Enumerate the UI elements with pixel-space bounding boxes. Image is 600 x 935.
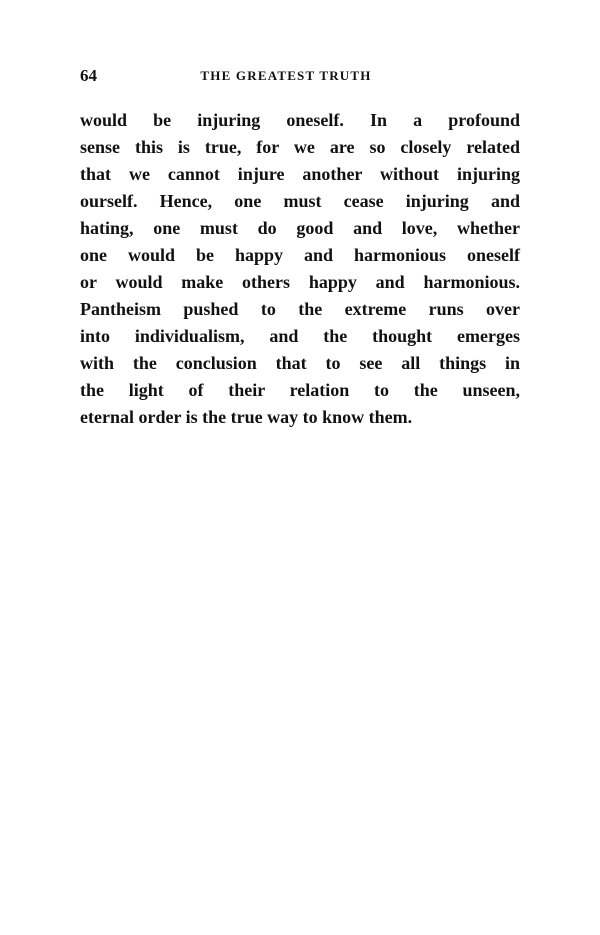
text-line: or would make others happy and harmonious. — [80, 272, 520, 292]
running-title: THE GREATEST TRUTH — [200, 68, 372, 83]
text-line: ourself. Hence, one must cease injuring and — [80, 191, 520, 211]
text-line: would be injuring oneself. In a profound — [80, 110, 520, 130]
page-header — [80, 66, 520, 88]
text-line: into individualism, and the thought emerges — [80, 326, 520, 346]
body-paragraph — [80, 107, 520, 431]
text-line: sense this is true, for we are so closely related — [80, 137, 520, 157]
text-line: hating, one must do good and love, whether — [80, 218, 520, 238]
text-line: eternal order is the true way to know them. — [80, 407, 413, 427]
text-line: that we cannot injure another without injuring — [80, 164, 520, 184]
page-number: 64 — [80, 66, 97, 85]
text-line: Pantheism pushed to the extreme runs over — [80, 299, 520, 319]
text-line: one would be happy and harmonious oneself — [80, 245, 520, 265]
text-line: the light of their relation to the unseen, — [80, 380, 520, 400]
text-line: with the conclusion that to see all things in — [80, 353, 520, 373]
